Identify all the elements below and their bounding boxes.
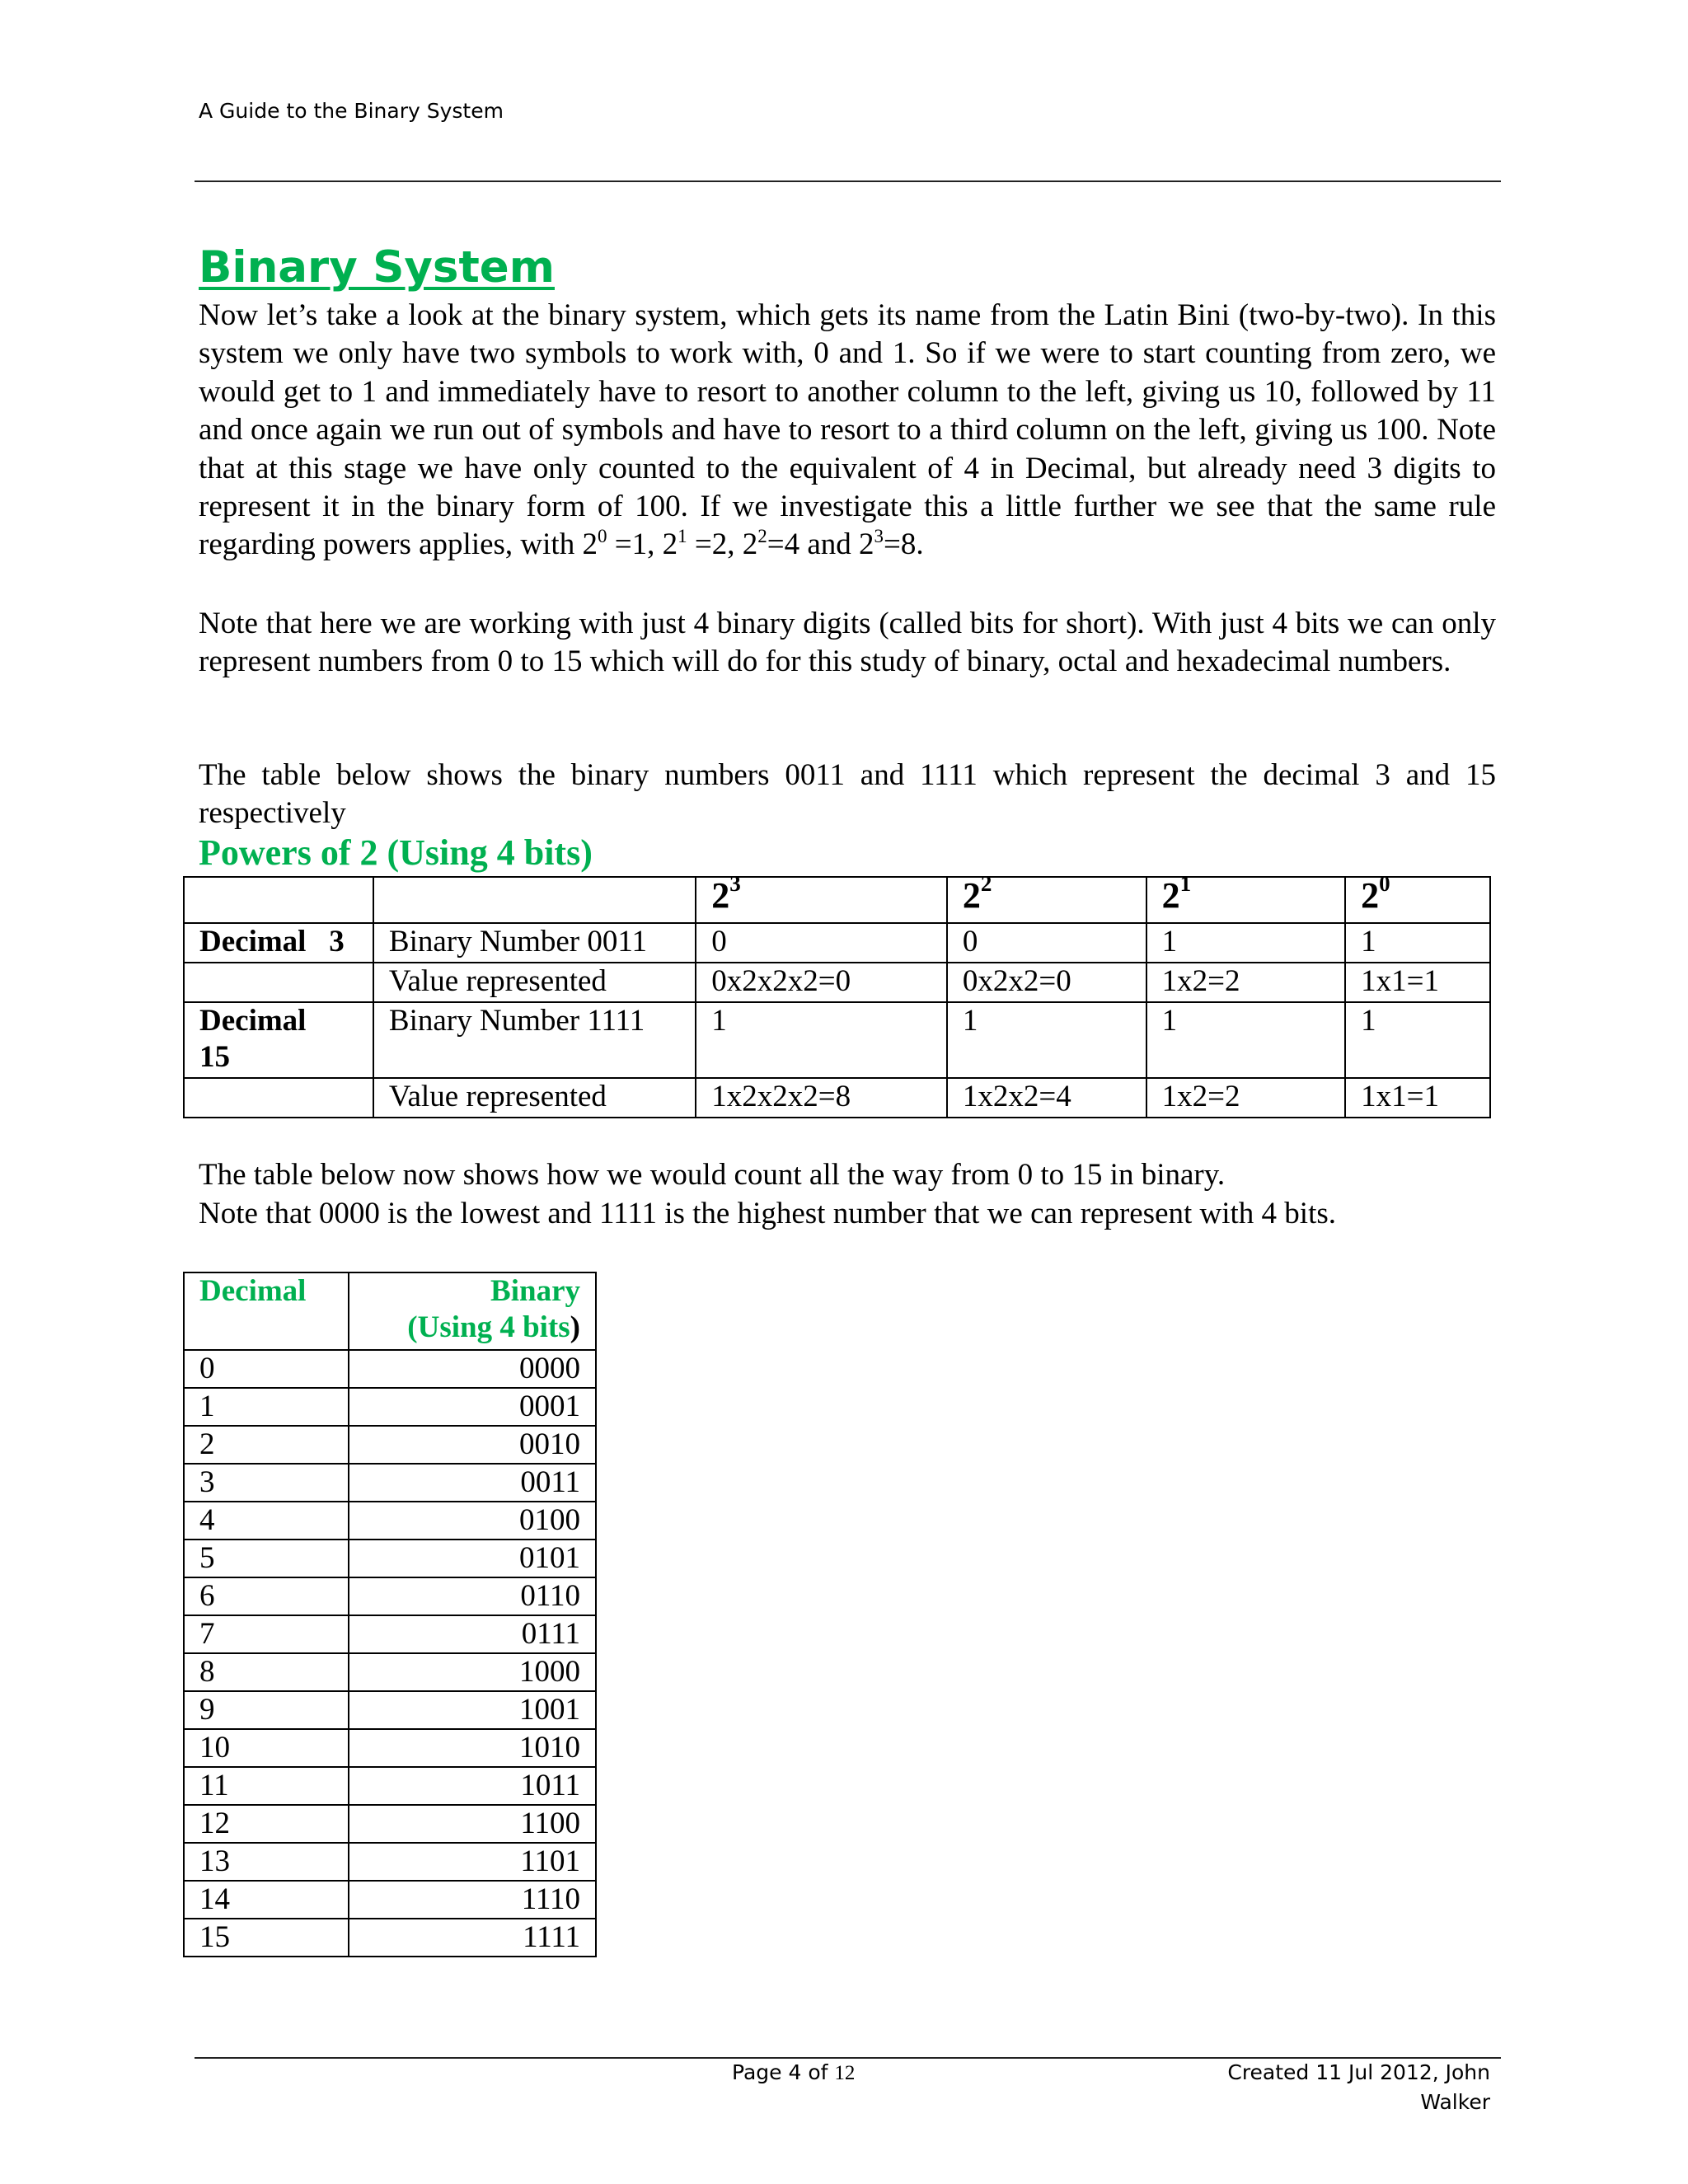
powers-header-empty — [184, 877, 373, 923]
table-row — [184, 1540, 596, 1577]
table-intro-paragraph: The table below shows the binary numbers 0011 and 1111 which represent the decimal 3 and 15 respectively — [199, 758, 1496, 831]
binary-cell: 1100 — [349, 1805, 596, 1843]
binary-cell: 1001 — [349, 1691, 596, 1729]
decimal-cell: 8 — [184, 1653, 349, 1691]
decimal-cell: 6 — [184, 1577, 349, 1615]
table-cell: 1x2=2 — [1146, 1078, 1346, 1118]
table-cell: 0 — [947, 923, 1146, 963]
table-row — [184, 1502, 596, 1540]
decimal-cell: 11 — [184, 1767, 349, 1805]
table-row — [184, 923, 1490, 963]
decimal-cell: 0 — [184, 1350, 349, 1388]
section-title: Binary System — [199, 242, 555, 293]
table-cell: 1 — [947, 1002, 1146, 1078]
table-row — [184, 1615, 596, 1653]
powers-table — [183, 871, 1491, 1118]
row-label — [184, 1078, 373, 1118]
table-cell: 1x2=2 — [1146, 963, 1346, 1002]
table-cell: 1x2x2=4 — [947, 1078, 1146, 1118]
binary-cell: 0101 — [349, 1540, 596, 1577]
row-description: Value represented — [373, 1078, 696, 1118]
decimal-cell: 10 — [184, 1729, 349, 1767]
binary-cell: 1101 — [349, 1843, 596, 1881]
binary-cell: 1010 — [349, 1729, 596, 1767]
binary-cell: 1111 — [349, 1919, 596, 1957]
row-description: Binary Number 1111 — [373, 1002, 696, 1078]
decimal-cell: 1 — [184, 1388, 349, 1426]
binary-cell: 0100 — [349, 1502, 596, 1540]
binary-cell: 1011 — [349, 1767, 596, 1805]
table-row — [184, 1577, 596, 1615]
table-row — [184, 1388, 596, 1426]
powers-header-cell: $2^2$ — [947, 877, 1146, 923]
count-intro-paragraph: The table below now shows how we would count all the way from 0 to 15 in binary. — [199, 1158, 1226, 1192]
table-cell: 0x2x2=0 — [947, 963, 1146, 1002]
row-description: Binary Number 0011 — [373, 923, 696, 963]
table-cell: 1 — [1146, 1002, 1346, 1078]
table-row — [184, 1426, 596, 1464]
decimal-cell: 5 — [184, 1540, 349, 1577]
bits-paragraph: Note that here we are working with just 4 binary digits (called bits for short). With just 4 bits we can only represent numbers from 0 to 15 which will do for this study of binary, octal and hexadecimal numbers. — [199, 607, 1496, 679]
binary-cell: 0001 — [349, 1388, 596, 1426]
created-note: Created 11 Jul 2012, John Walker — [1227, 2060, 1490, 2114]
row-label: Decimal 3 — [184, 923, 373, 963]
table-row — [184, 1464, 596, 1502]
table-cell: 0x2x2x2=0 — [696, 963, 947, 1002]
table-cell: 1 — [1345, 1002, 1490, 1078]
table-cell: 1x1=1 — [1345, 963, 1490, 1002]
table-cell: 1 — [1146, 923, 1346, 963]
binary-cell: 0110 — [349, 1577, 596, 1615]
decimal-cell: 7 — [184, 1615, 349, 1653]
page-number: Page 4 of 12 — [732, 2060, 856, 2084]
powers-heading: Powers of 2 (Using 4 bits) — [199, 832, 593, 873]
row-label: Decimal 15 — [184, 1002, 373, 1078]
table-row — [184, 1805, 596, 1843]
table-row — [184, 1691, 596, 1729]
binary-header: Binary (Using 4 bits) — [349, 1272, 596, 1350]
binary-cell: 0111 — [349, 1615, 596, 1653]
count-table — [183, 1272, 597, 1957]
table-row — [184, 1729, 596, 1767]
binary-cell: 1000 — [349, 1653, 596, 1691]
count-note-paragraph: Note that 0000 is the lowest and 1111 is the highest number that we can represent with 4 bits. — [199, 1197, 1337, 1230]
table-row — [184, 1881, 596, 1919]
table-row — [184, 1078, 1490, 1118]
decimal-cell: 9 — [184, 1691, 349, 1729]
powers-header-cell: $2^1$ — [1146, 877, 1346, 923]
powers-header-cell: $2^0$ — [1345, 877, 1490, 923]
table-cell: 1x1=1 — [1345, 1078, 1490, 1118]
table-cell: 0 — [696, 923, 947, 963]
table-row — [184, 1350, 596, 1388]
decimal-cell: 4 — [184, 1502, 349, 1540]
powers-header-empty — [373, 877, 696, 923]
decimal-cell: 14 — [184, 1881, 349, 1919]
decimal-cell: 2 — [184, 1426, 349, 1464]
binary-cell: 0000 — [349, 1350, 596, 1388]
table-row — [184, 1843, 596, 1881]
decimal-cell: 13 — [184, 1843, 349, 1881]
powers-header-cell: $2^3$ — [696, 877, 947, 923]
table-row — [184, 1919, 596, 1957]
intro-paragraph: Now let’s take a look at the binary system, which gets its name from the Latin Bini (two-by-two). In this system we only have two symbols to work with, 0 and 1. So if we were to start counting from zero, we would get to 1 and immediately have to resort to another column to the left, giving us 10, followed by 11 and once again we run out of symbols and have to resort to a third column on the left, giving us 100. Note that at this stage we have only counted to the equivalent of 4 in Decimal, but already need 3 digits to represent it in the binary form of 100. If we investigate this a little further we see that the same rule regarding powers applies, with $2^0 =1$, $2^1 =2$, $2^2=4$ and $2^3=8$. — [199, 298, 1496, 562]
decimal-cell: 3 — [184, 1464, 349, 1502]
header-title: A Guide to the Binary System — [199, 99, 504, 123]
binary-cell: 1110 — [349, 1881, 596, 1919]
table-cell: 1 — [1345, 923, 1490, 963]
decimal-cell: 12 — [184, 1805, 349, 1843]
table-row — [184, 1767, 596, 1805]
row-label — [184, 963, 373, 1002]
table-row — [184, 1002, 1490, 1078]
binary-cell: 0010 — [349, 1426, 596, 1464]
table-row — [184, 963, 1490, 1002]
row-description: Value represented — [373, 963, 696, 1002]
binary-cell: 0011 — [349, 1464, 596, 1502]
decimal-cell: 15 — [184, 1919, 349, 1957]
table-cell: 1x2x2x2=8 — [696, 1078, 947, 1118]
table-cell: 1 — [696, 1002, 947, 1078]
table-row — [184, 1653, 596, 1691]
header-divider — [195, 180, 1501, 182]
decimal-header: Decimal — [184, 1272, 349, 1350]
